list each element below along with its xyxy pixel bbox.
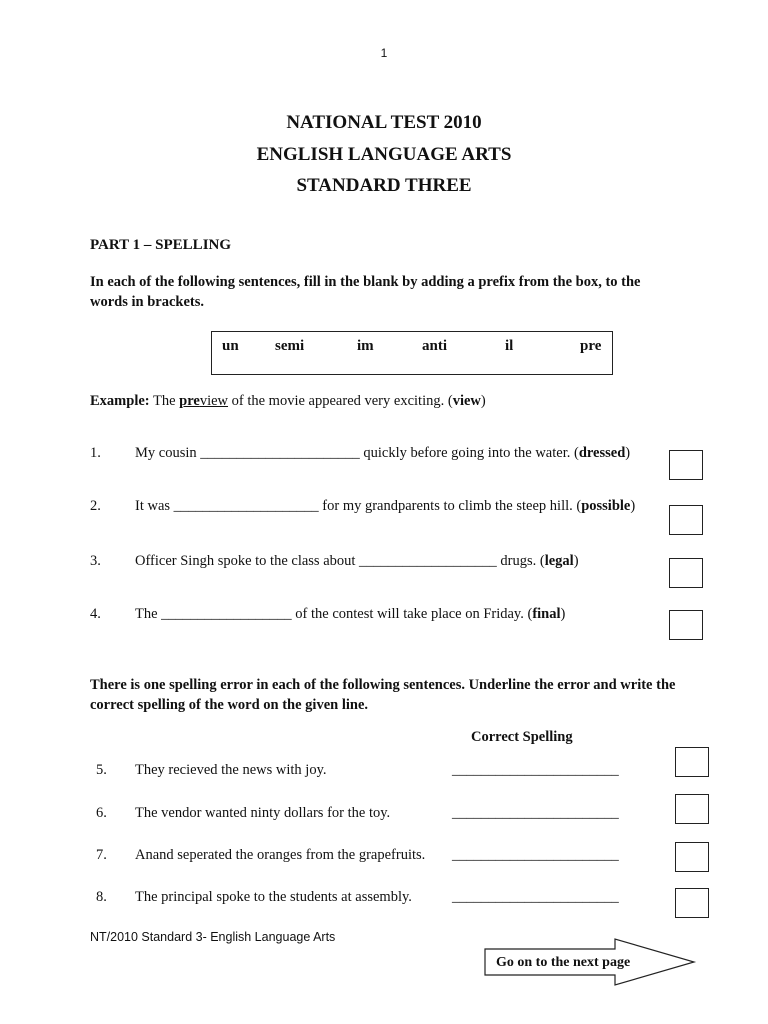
answer-line[interactable]: _______________________ <box>452 889 619 905</box>
prefix-un: un <box>222 338 239 354</box>
correct-spelling-header: Correct Spelling <box>471 729 573 745</box>
prefix-il: il <box>505 338 514 354</box>
question-text: My cousin ______________________ quickly before going into the water. (dressed) <box>135 445 631 461</box>
question-number: 6. <box>96 805 107 821</box>
question-text: The vendor wanted ninty dollars for the toy. <box>135 805 391 821</box>
score-box[interactable] <box>675 794 709 824</box>
question-text: They recieved the news with joy. <box>135 762 327 778</box>
question-number: 7. <box>96 847 107 863</box>
score-box[interactable] <box>675 747 709 777</box>
prefix-anti: anti <box>422 338 448 354</box>
question-text: Anand seperated the oranges from the grapefruits. <box>135 847 426 863</box>
question-number: 5. <box>96 762 107 778</box>
footer-text: NT/2010 Standard 3- English Language Arts <box>90 930 336 944</box>
score-box[interactable] <box>669 610 703 640</box>
question-text: The principal spoke to the students at assembly. <box>135 889 412 905</box>
score-box[interactable] <box>675 842 709 872</box>
example-answer: preview <box>179 393 229 409</box>
prefix-box <box>211 331 613 375</box>
example-label: Example: <box>90 393 150 409</box>
part1-heading: PART 1 – SPELLING <box>90 237 232 253</box>
part1-instruction: In each of the following sentences, fill in the blank by adding a prefix from the box, to the words in brackets. <box>90 274 641 310</box>
score-box[interactable] <box>669 505 703 535</box>
question-number: 4. <box>90 606 101 622</box>
answer-line[interactable]: _______________________ <box>452 847 619 863</box>
answer-line[interactable]: _______________________ <box>452 762 619 778</box>
page-number: 1 <box>380 46 388 60</box>
question-number: 8. <box>96 889 107 905</box>
question-number: 1. <box>90 445 101 461</box>
prefix-pre: pre <box>580 338 602 354</box>
question-number: 3. <box>90 553 101 569</box>
prefix-semi: semi <box>275 338 305 354</box>
grade-title: STANDARD THREE <box>296 175 472 196</box>
question-text: It was ____________________ for my grandparents to climb the steep hill. (possible) <box>135 498 636 514</box>
example-sentence: Example: The preview of the movie appeared very exciting. (view) <box>90 393 486 409</box>
subject-title: ENGLISH LANGUAGE ARTS <box>256 144 512 165</box>
score-box[interactable] <box>669 450 703 480</box>
question-text: The __________________ of the contest will take place on Friday. (final) <box>135 606 566 622</box>
question-text: Officer Singh spoke to the class about ___________________ drugs. (legal) <box>135 553 579 569</box>
part2-instruction: There is one spelling error in each of the following sentences. Underline the error and write the correct spelling of the word on the given line. <box>90 677 676 713</box>
score-box[interactable] <box>675 888 709 918</box>
question-number: 2. <box>90 498 101 514</box>
test-title: NATIONAL TEST 2010 <box>286 112 482 133</box>
score-box[interactable] <box>669 558 703 588</box>
answer-line[interactable]: _______________________ <box>452 805 619 821</box>
prefix-im: im <box>357 338 374 354</box>
next-page-label: Go on to the next page <box>496 955 631 970</box>
